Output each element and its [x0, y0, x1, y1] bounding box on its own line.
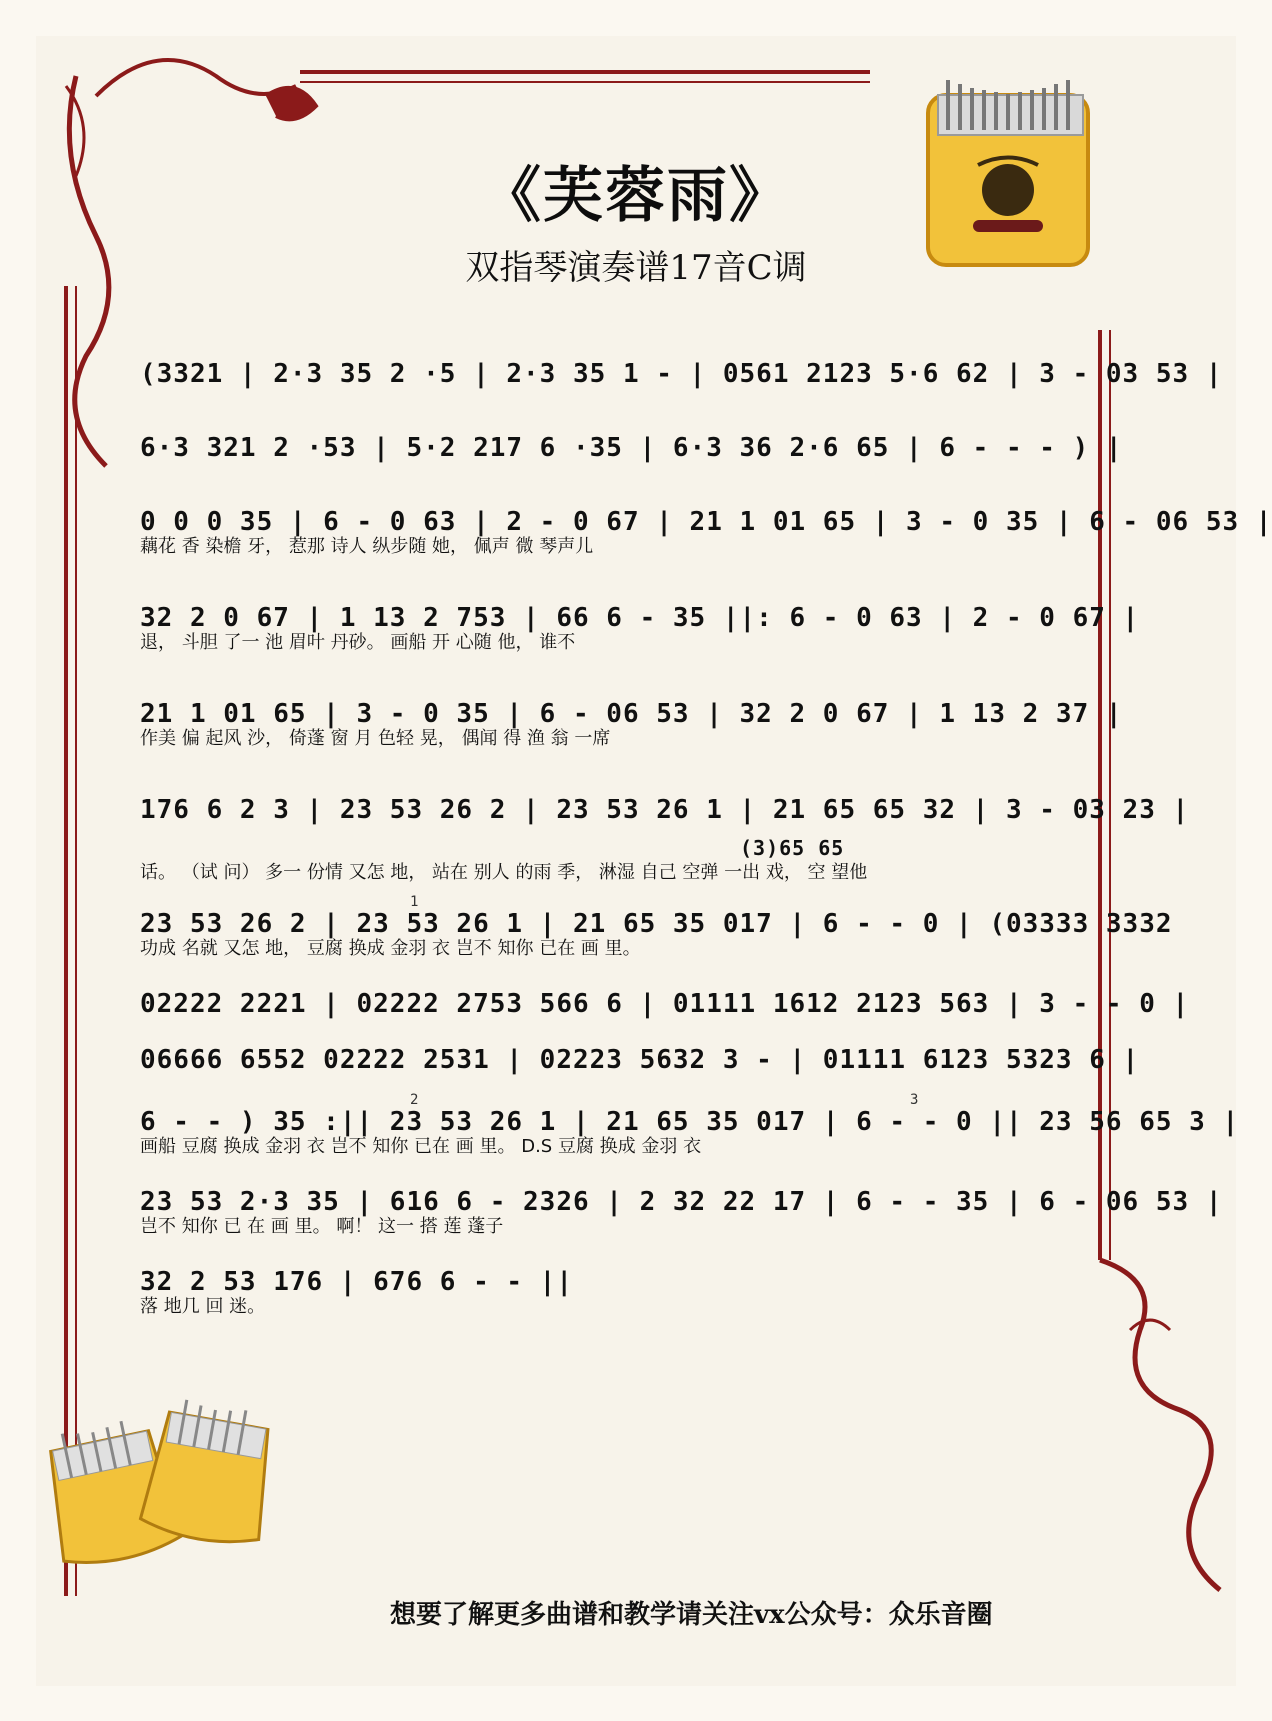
notes-row: (3321 | 2·3 35 2 ·5 | 2·3 35 1 - | 0561 2123 5·6 62 | 3 - 03 53 | — [140, 359, 1223, 389]
notes-row: 176 6 2 3 | 23 53 26 2 | 23 53 26 1 | 21 65 65 32 | 3 - 03 23 | — [140, 795, 1190, 825]
score-line — [140, 1187, 1223, 1238]
notes-row: 23 53 2·3 35 | 616 6 - 2326 | 2 32 22 17 | 6 - - 35 | 6 - 06 53 | — [140, 1187, 1223, 1217]
kalimba-pair-illustration — [40, 1380, 280, 1570]
notes-row: 02222 2221 | 02222 2753 566 6 | 01111 1612 2123 563 | 3 - - 0 | — [140, 989, 1190, 1019]
score-line — [140, 434, 1140, 462]
notes-row: 23 53 26 2 | 23 53 26 1 | 21 65 35 017 | 6 - - 0 | (03333 3332 — [140, 909, 1173, 939]
score-line — [140, 507, 1272, 558]
score-line — [140, 795, 1190, 825]
notes-row: 32 2 53 176 | 676 6 - - || — [140, 1267, 573, 1297]
lyrics-row: 话。 （试 问） 多一 份情 又怎 地， 站在 别人 的雨 季， 淋湿 自己 空弹 一出 戏， 空 望他 — [140, 862, 868, 883]
song-subtitle: 双指琴演奏谱17音C调 — [465, 248, 807, 288]
notes-row: 0 0 0 35 | 6 - 0 63 | 2 - 0 67 | 21 1 01 65 | 3 - 0 35 | 6 - 06 53 | — [140, 507, 1272, 537]
lyrics-row: 画船 豆腐 换成 金羽 衣 岂不 知你 已在 画 里。 D.S 豆腐 换成 金羽 衣 — [140, 1136, 702, 1157]
top-border-ornament — [300, 60, 880, 100]
volta-mark-3: 3 — [910, 1092, 919, 1108]
notes-row: 21 1 01 65 | 3 - 0 35 | 6 - 06 53 | 32 2 0 67 | 1 13 2 37 | — [140, 699, 1123, 729]
notes-row: 6 - - ) 35 :|| 23 53 26 1 | 21 65 35 017 | 6 - - 0 || 23 56 65 3 | — [140, 1107, 1240, 1137]
score-line — [140, 1268, 1140, 1318]
notes-row: 06666 6552 02222 2531 | 02223 5632 3 - | 01111 6123 5323 6 | — [140, 1045, 1140, 1075]
lyrics-row: 退， 斗胆 了一 池 眉叶 丹砂。 画船 开 心随 他， 谁不 — [140, 632, 576, 653]
score-line — [140, 604, 1140, 654]
lyrics-row: 落 地几 回 迷。 — [140, 1296, 266, 1317]
score-line — [140, 1107, 1240, 1158]
score-line — [140, 989, 1190, 1019]
song-title: 《芙蓉雨》 — [481, 161, 791, 231]
lyrics-row: 作美 偏 起风 沙， 倚蓬 窗 月 色轻 晃， 偶闻 得 渔 翁 一席 — [140, 728, 611, 749]
numbered-score — [140, 359, 1272, 1328]
lyrics-row: 岂不 知你 已 在 画 里。 啊！ 这一 搭 莲 蓬子 — [140, 1216, 504, 1237]
volta-mark-2: 2 — [410, 1092, 419, 1108]
lyrics-row: 功成 名就 又怎 地， 豆腐 换成 金羽 衣 岂不 知你 已在 画 里。 — [140, 938, 641, 959]
score-line — [140, 1046, 1140, 1074]
volta-mark-1: 1 — [410, 894, 419, 910]
score-line — [140, 700, 1140, 750]
notes-row: (3)65 65 — [740, 836, 845, 860]
lyrics-row: 藕花 香 染檐 牙， 惹那 诗人 纵步随 她， 佩声 微 琴声儿 — [140, 536, 594, 557]
footer-note: 想要了解更多曲谱和教学请关注vx公众号：众乐音圈 — [390, 1600, 993, 1630]
notes-row: 32 2 0 67 | 1 13 2 753 | 66 6 - 35 ||: 6 - 0 63 | 2 - 0 67 | — [140, 603, 1140, 633]
notes-row: 6·3 321 2 ·53 | 5·2 217 6 ·35 | 6·3 36 2·6 65 | 6 - - - ) | — [140, 433, 1123, 463]
score-line — [140, 909, 1173, 960]
score-line — [140, 359, 1223, 389]
score-line — [140, 834, 1140, 884]
